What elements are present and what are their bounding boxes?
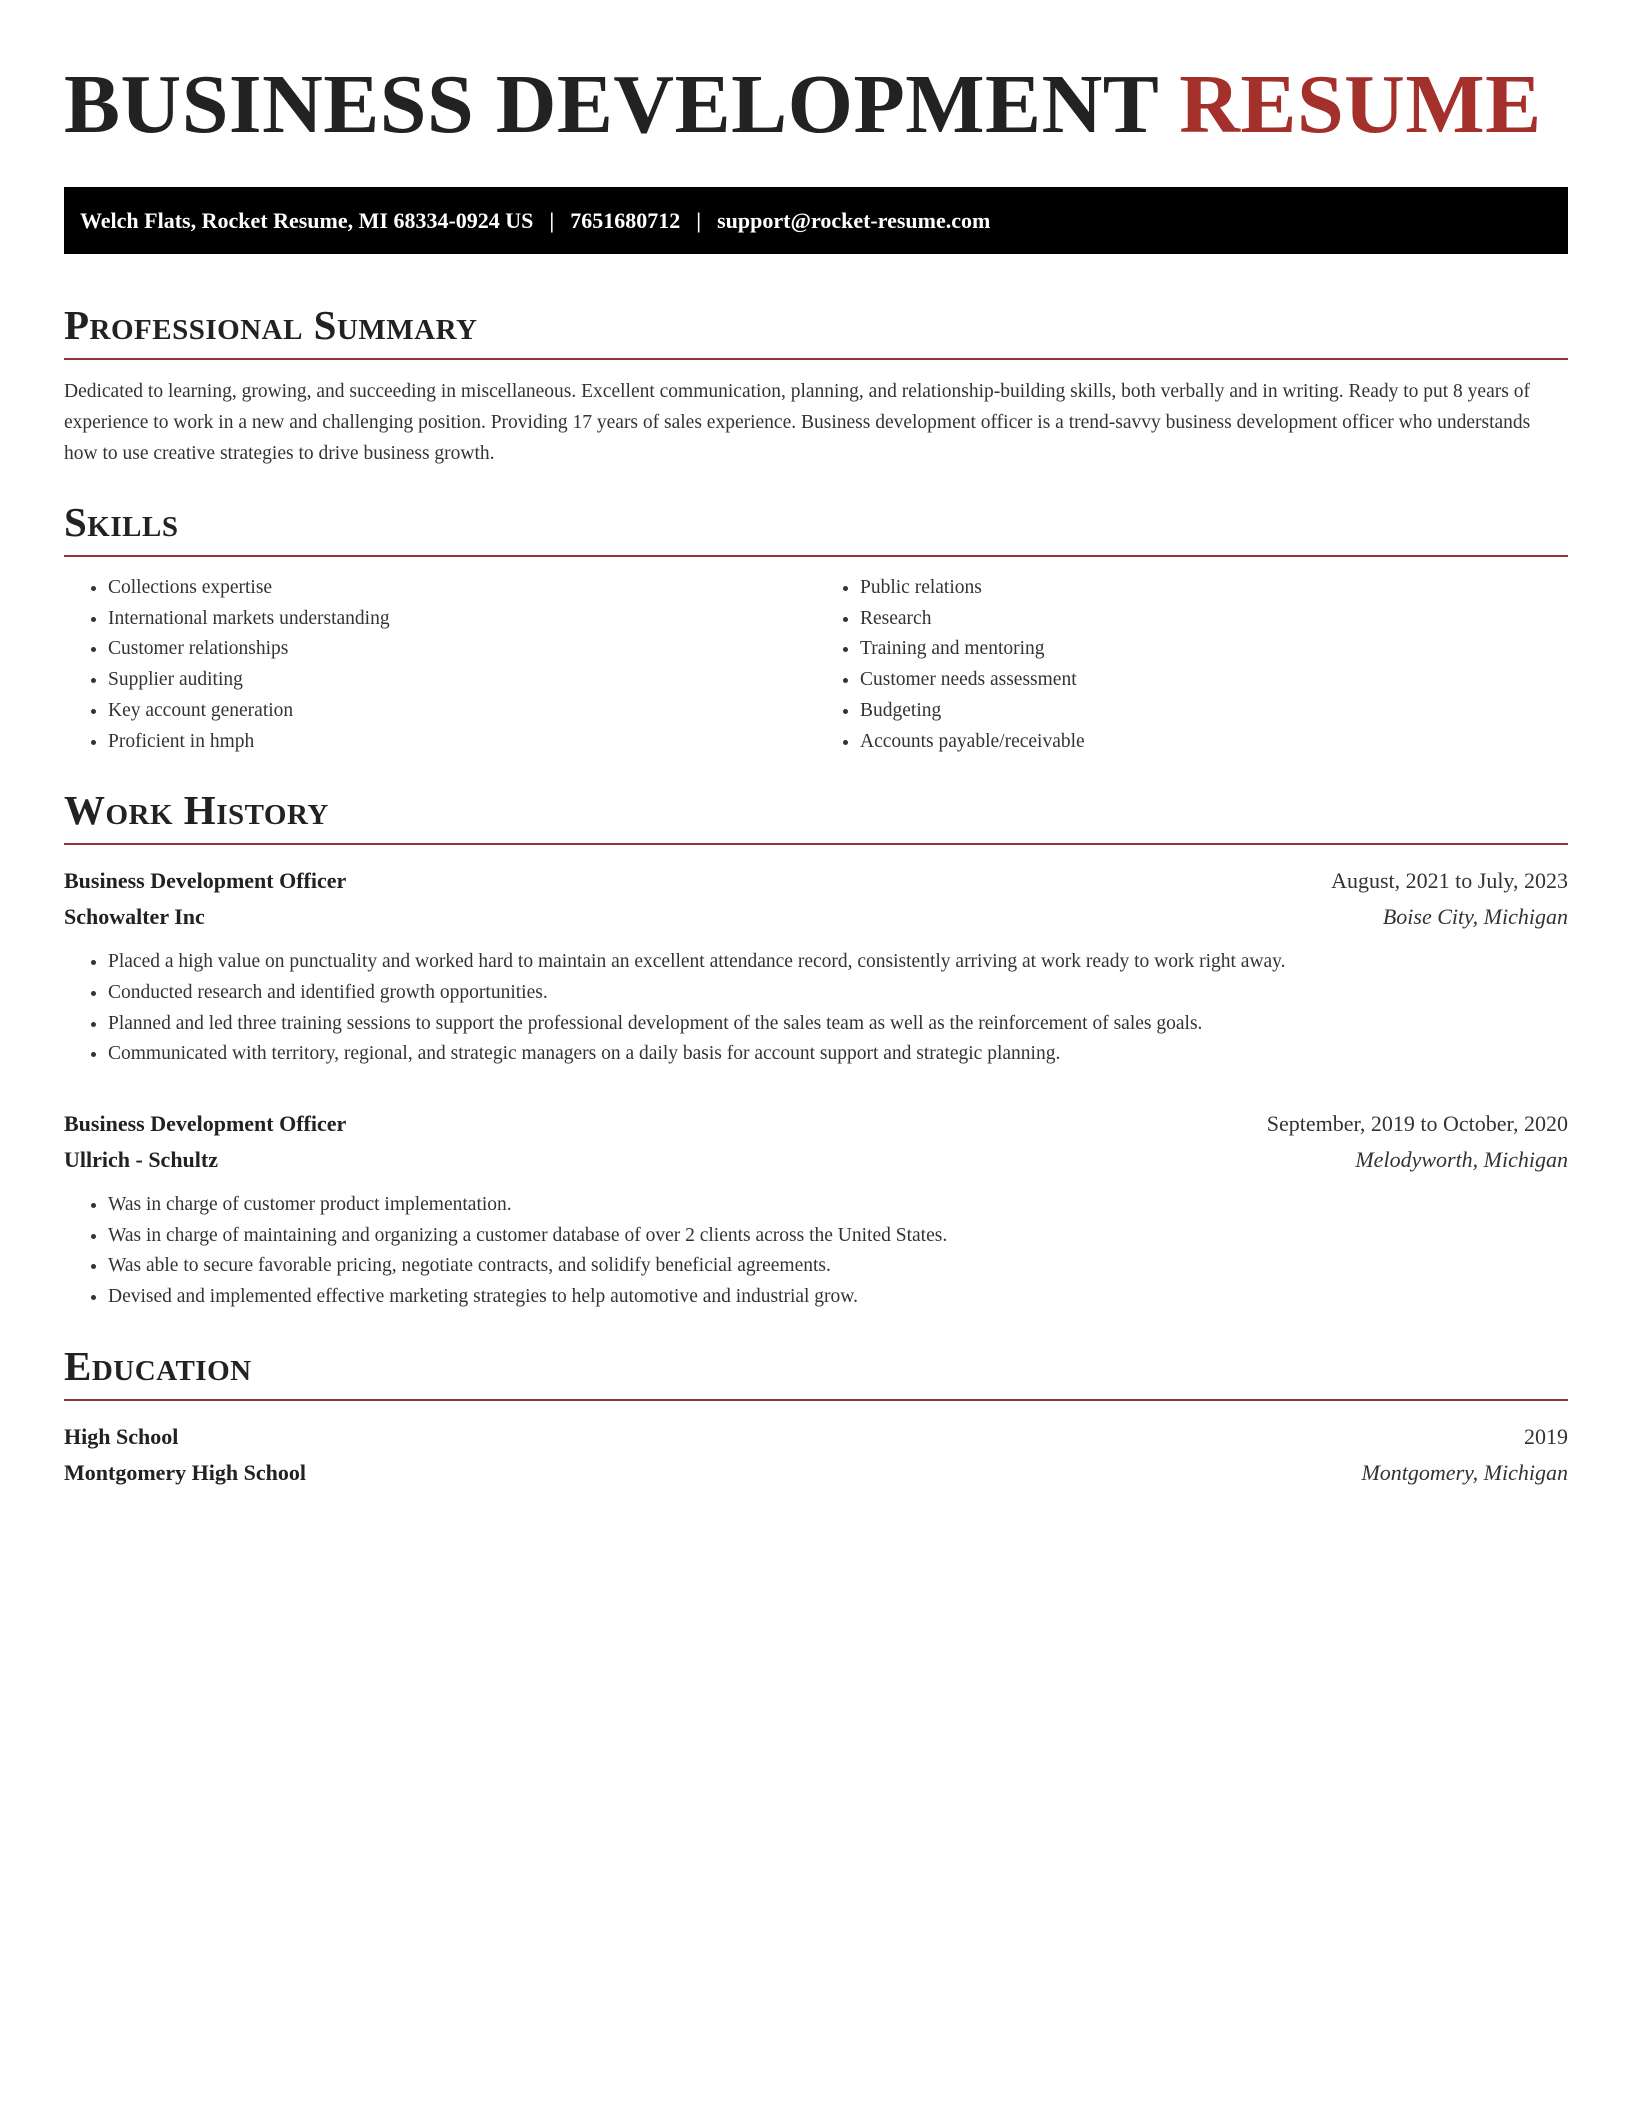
skill-item: • Public relations xyxy=(860,573,1568,604)
resume-title-main: BUSINESS DEVELOPMENT xyxy=(64,58,1180,151)
job-location: Boise City, Michigan xyxy=(1382,904,1568,930)
job-bullet: • Was in charge of customer product implementation. xyxy=(108,1190,1568,1221)
contact-address: Welch Flats, Rocket Resume, MI 68334-0924 US xyxy=(80,207,534,233)
education-degree-row xyxy=(64,1419,1568,1455)
skills-section xyxy=(64,499,1568,757)
skill-item: • Budgeting xyxy=(860,696,1568,727)
job-bullet: • Devised and implemented effective marketing strategies to help automotive and industrial grow. xyxy=(108,1282,1568,1313)
skills-list-right xyxy=(816,573,1568,757)
education-heading: Education xyxy=(64,1343,1568,1401)
job-dates: September, 2019 to October, 2020 xyxy=(1266,1111,1568,1137)
job-bullet: • Was in charge of maintaining and organizing a customer database of over 2 clients across the United States. xyxy=(108,1221,1568,1252)
skills-heading: Skills xyxy=(64,499,1568,557)
contact-email[interactable]: support@rocket-resume.com xyxy=(717,207,991,233)
skill-item: • International markets understanding xyxy=(108,604,816,635)
job-company-row xyxy=(64,1142,1568,1178)
job-bullet: • Was able to secure favorable pricing, negotiate contracts, and solidify beneficial agreements. xyxy=(108,1251,1568,1282)
summary-heading: Professional Summary xyxy=(64,302,1568,360)
skills-list-left xyxy=(64,573,816,757)
job-bullet: • Placed a high value on punctuality and worked hard to maintain an excellent attendance record, consistently arriving at work ready to work right away. xyxy=(108,947,1568,978)
job-title-row xyxy=(64,1106,1568,1142)
skill-item: • Proficient in hmph xyxy=(108,727,816,758)
job-company-row xyxy=(64,899,1568,935)
education-location: Montgomery, Michigan xyxy=(1361,1459,1568,1485)
job-title-row xyxy=(64,863,1568,899)
skill-item: • Training and mentoring xyxy=(860,634,1568,665)
skill-item: • Research xyxy=(860,604,1568,635)
resume-title xyxy=(64,56,1568,154)
skill-item: • Key account generation xyxy=(108,696,816,727)
work-history-heading: Work History xyxy=(64,787,1568,845)
job-dates: August, 2021 to July, 2023 xyxy=(1331,868,1568,894)
summary-text: Dedicated to learning, growing, and succeeding in miscellaneous. Excellent communication, planning, and relationship-building skills, both verbally and in writing. Ready to put 8 years of experience to work in a new and challenging position. Providing 17 years of sales experience. Business development officer is a trend-savvy business development officer who understands how to use creative strategies to drive business growth. xyxy=(64,381,1531,464)
job-entry xyxy=(64,1106,1568,1313)
education-year: 2019 xyxy=(1524,1423,1568,1449)
education-school: Montgomery High School xyxy=(64,1459,306,1485)
skills-columns xyxy=(64,573,1568,757)
job-company: Schowalter Inc xyxy=(64,904,205,930)
resume-title-accent: RESUME xyxy=(1179,58,1542,151)
skill-item: • Customer relationships xyxy=(108,634,816,665)
education-section xyxy=(64,1343,1568,1491)
summary-section xyxy=(64,302,1568,469)
skill-item: • Customer needs assessment xyxy=(860,665,1568,696)
work-history-section xyxy=(64,787,1568,1313)
job-title: Business Development Officer xyxy=(64,868,347,894)
education-degree: High School xyxy=(64,1423,179,1449)
education-school-row xyxy=(64,1455,1568,1491)
job-entry xyxy=(64,863,1568,1070)
contact-separator: | xyxy=(549,207,555,233)
skill-item: • Collections expertise xyxy=(108,573,816,604)
job-location: Melodyworth, Michigan xyxy=(1355,1147,1568,1173)
skill-item: • Supplier auditing xyxy=(108,665,816,696)
education-entry xyxy=(64,1419,1568,1491)
contact-bar xyxy=(64,187,1568,254)
job-bullet: • Communicated with territory, regional, and strategic managers on a daily basis for account support and strategic planning. xyxy=(108,1039,1568,1070)
job-bullets xyxy=(64,947,1568,1070)
contact-phone: 7651680712 xyxy=(570,207,681,233)
job-bullets xyxy=(64,1190,1568,1313)
job-bullet: • Conducted research and identified growth opportunities. xyxy=(108,978,1568,1009)
contact-separator: | xyxy=(696,207,702,233)
job-company: Ullrich - Schultz xyxy=(64,1147,218,1173)
skill-item: • Accounts payable/receivable xyxy=(860,727,1568,758)
job-bullet: • Planned and led three training sessions to support the professional development of the sales team as well as the reinforcement of sales goals. xyxy=(108,1009,1568,1040)
job-title: Business Development Officer xyxy=(64,1111,347,1137)
